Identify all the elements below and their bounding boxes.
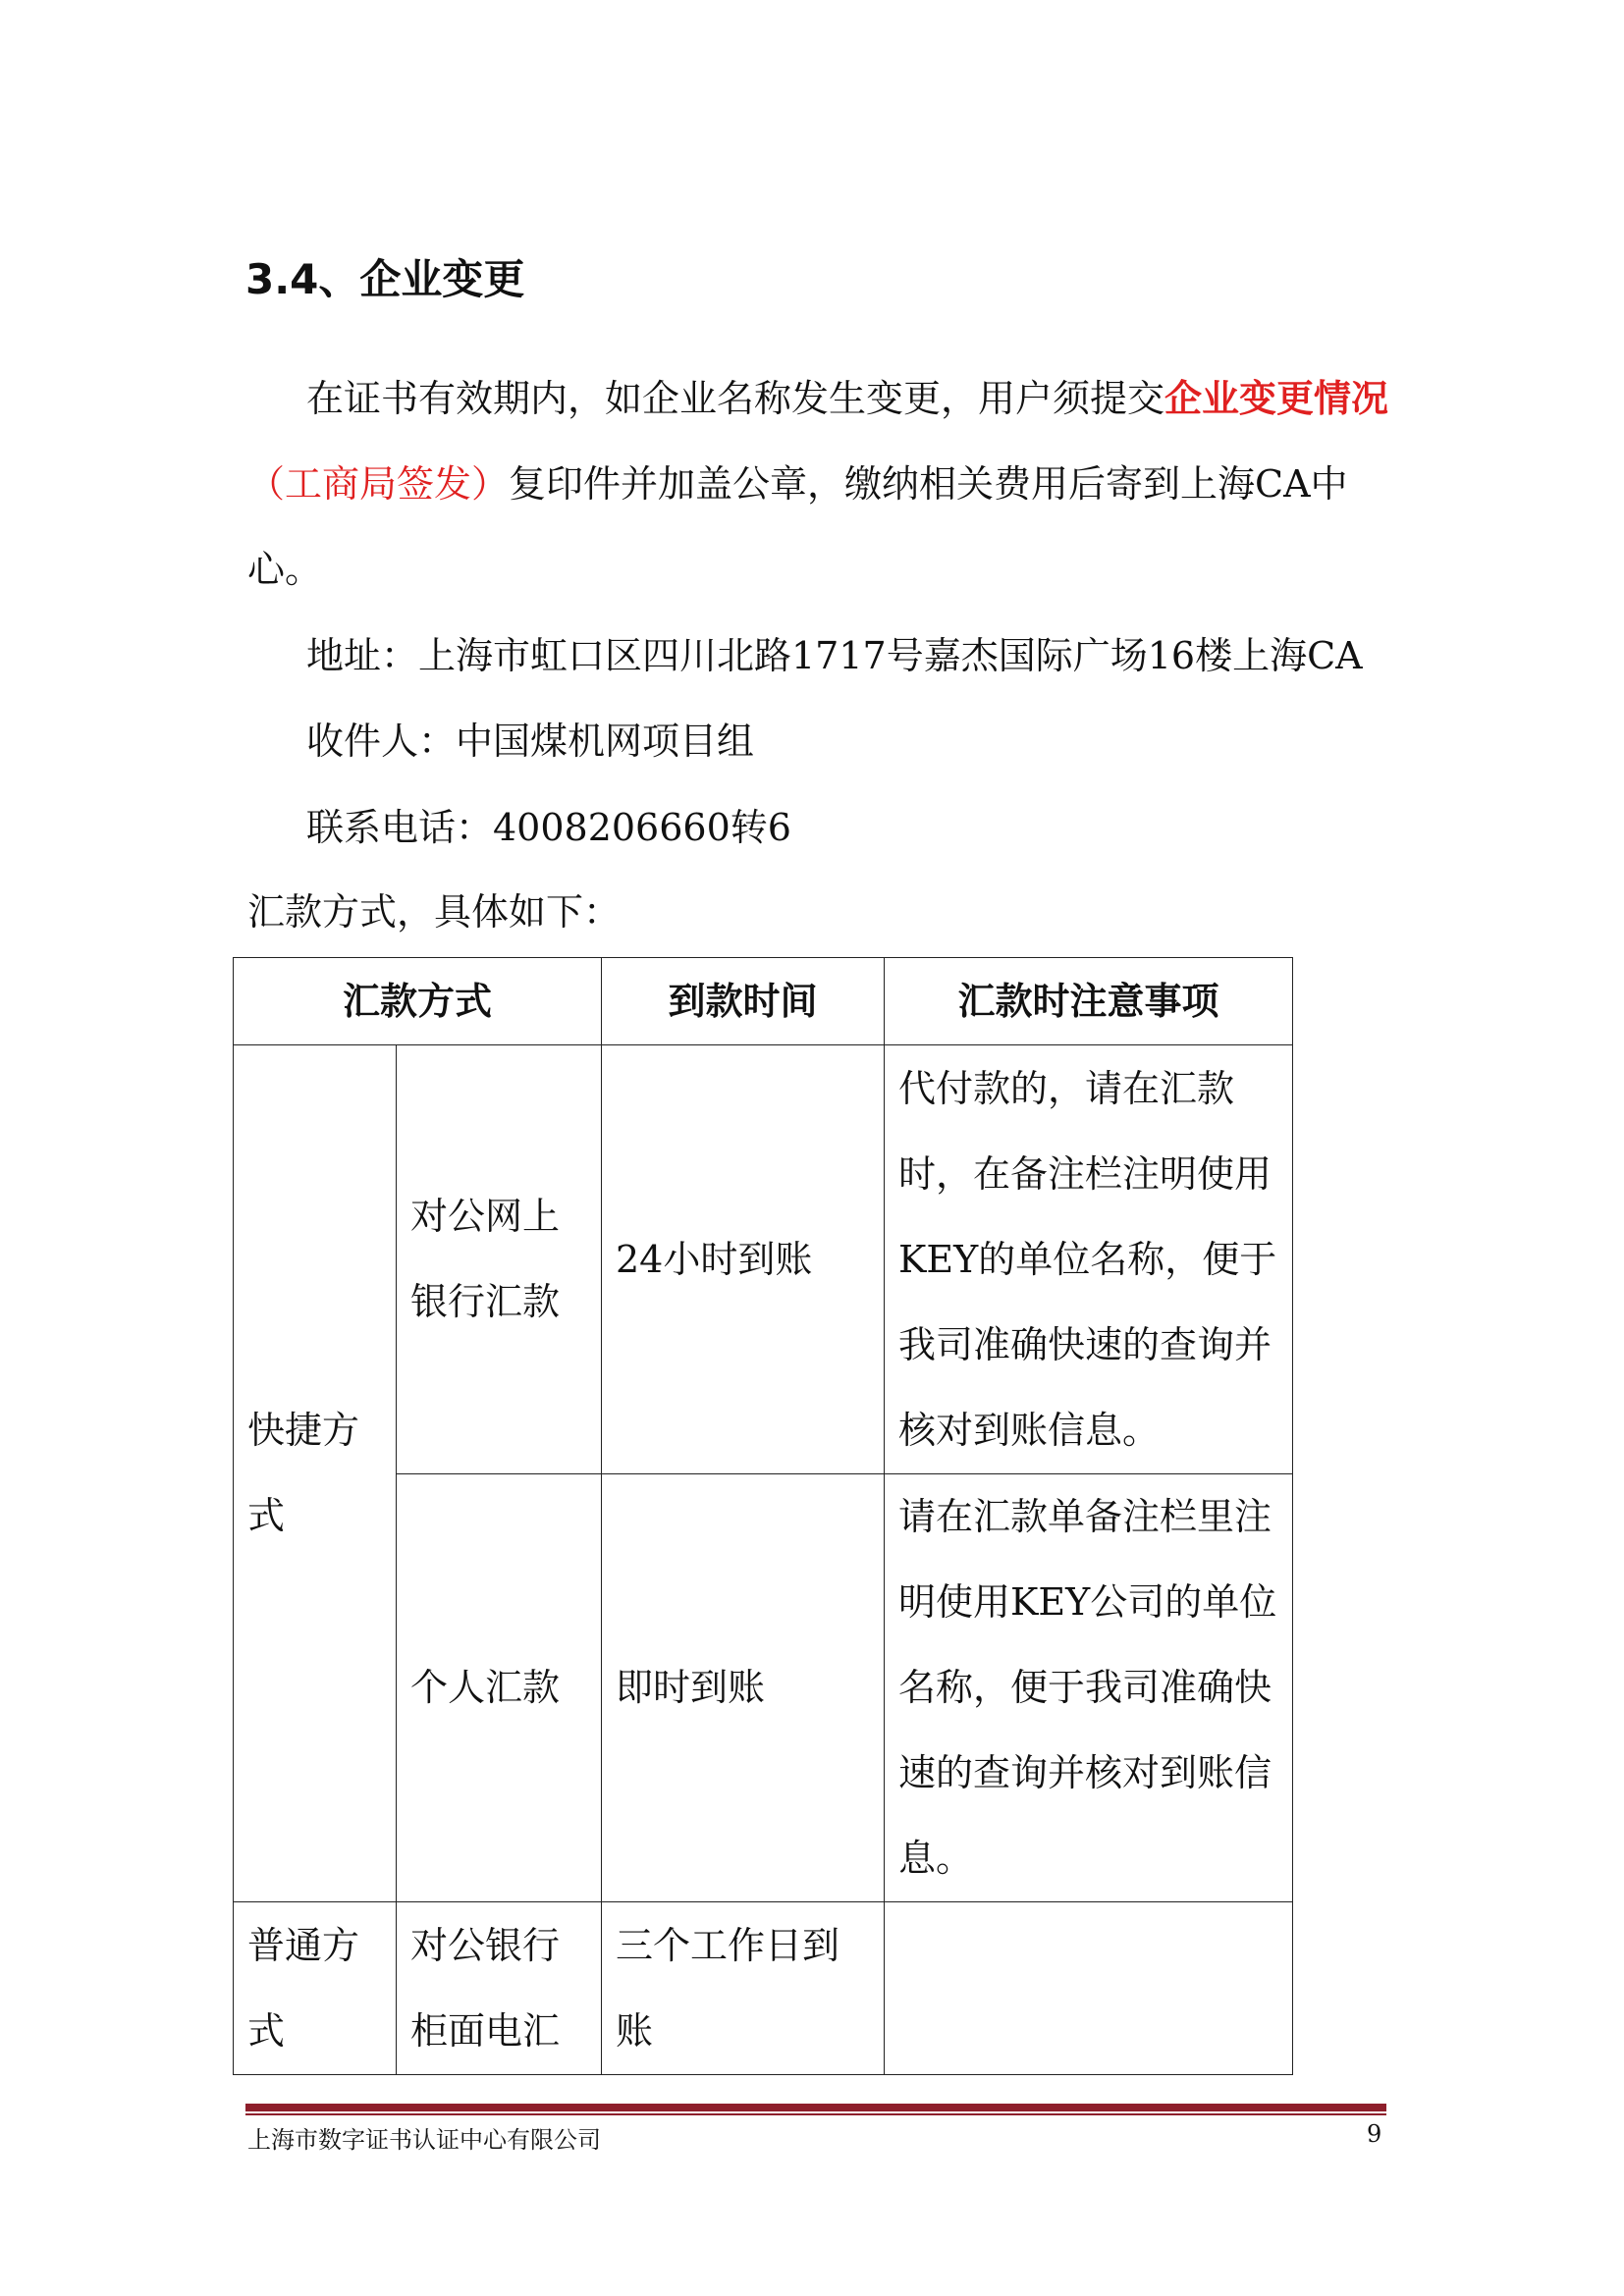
page-number: 9 (1367, 2120, 1382, 2148)
header-notes: 汇款时注意事项 (885, 958, 1293, 1045)
footer-company: 上海市数字证书认证中心有限公司 (247, 2126, 601, 2154)
table-row (234, 1902, 1293, 2075)
time-cell: 三个工作日到账 (602, 1902, 885, 2075)
phone-line: 联系电话：4008206660转6 (306, 806, 791, 849)
note-cell (885, 1902, 1293, 2075)
category-cell: 普通方式 (234, 1902, 397, 2075)
footer-rule-thin (245, 2113, 1386, 2115)
time-cell: 24小时到账 (602, 1045, 885, 1474)
method-cell: 对公网上银行汇款 (397, 1045, 602, 1474)
time-cell: 即时到账 (602, 1474, 885, 1902)
remittance-table (233, 957, 1293, 2075)
remit-intro: 汇款方式，具体如下： (247, 890, 622, 934)
header-time: 到款时间 (602, 958, 885, 1045)
intro-highlight-paren: （工商局签发） (247, 462, 510, 506)
recipient-line: 收件人：中国煤机网项目组 (306, 720, 755, 763)
address-line: 地址：上海市虹口区四川北路1717号嘉杰国际广场16楼上海CA (306, 634, 1363, 677)
intro-paragraph (247, 355, 1396, 613)
method-cell: 对公银行柜面电汇 (397, 1902, 602, 2075)
note-cell: 代付款的，请在汇款时，在备注栏注明使用KEY的单位名称，便于我司准确快速的查询并核对到账信息。 (885, 1045, 1293, 1474)
header-method: 汇款方式 (234, 958, 602, 1045)
intro-text-before: 在证书有效期内，如企业名称发生变更，用户须提交 (306, 377, 1165, 420)
category-cell: 快捷方式 (234, 1045, 397, 1902)
method-cell: 个人汇款 (397, 1474, 602, 1902)
footer-rule (245, 2104, 1386, 2111)
table-header-row (234, 958, 1293, 1045)
note-cell: 请在汇款单备注栏里注明使用KEY公司的单位名称，便于我司准确快速的查询并核对到账信息。 (885, 1474, 1293, 1902)
intro-text-after: 复印件并加盖公章，缴纳相关费用后寄到上海CA中心。 (247, 462, 1348, 591)
intro-highlight: 企业变更情况 (1164, 376, 1389, 420)
table-row (234, 1045, 1293, 1474)
section-heading: 3.4、企业变更 (245, 255, 525, 303)
